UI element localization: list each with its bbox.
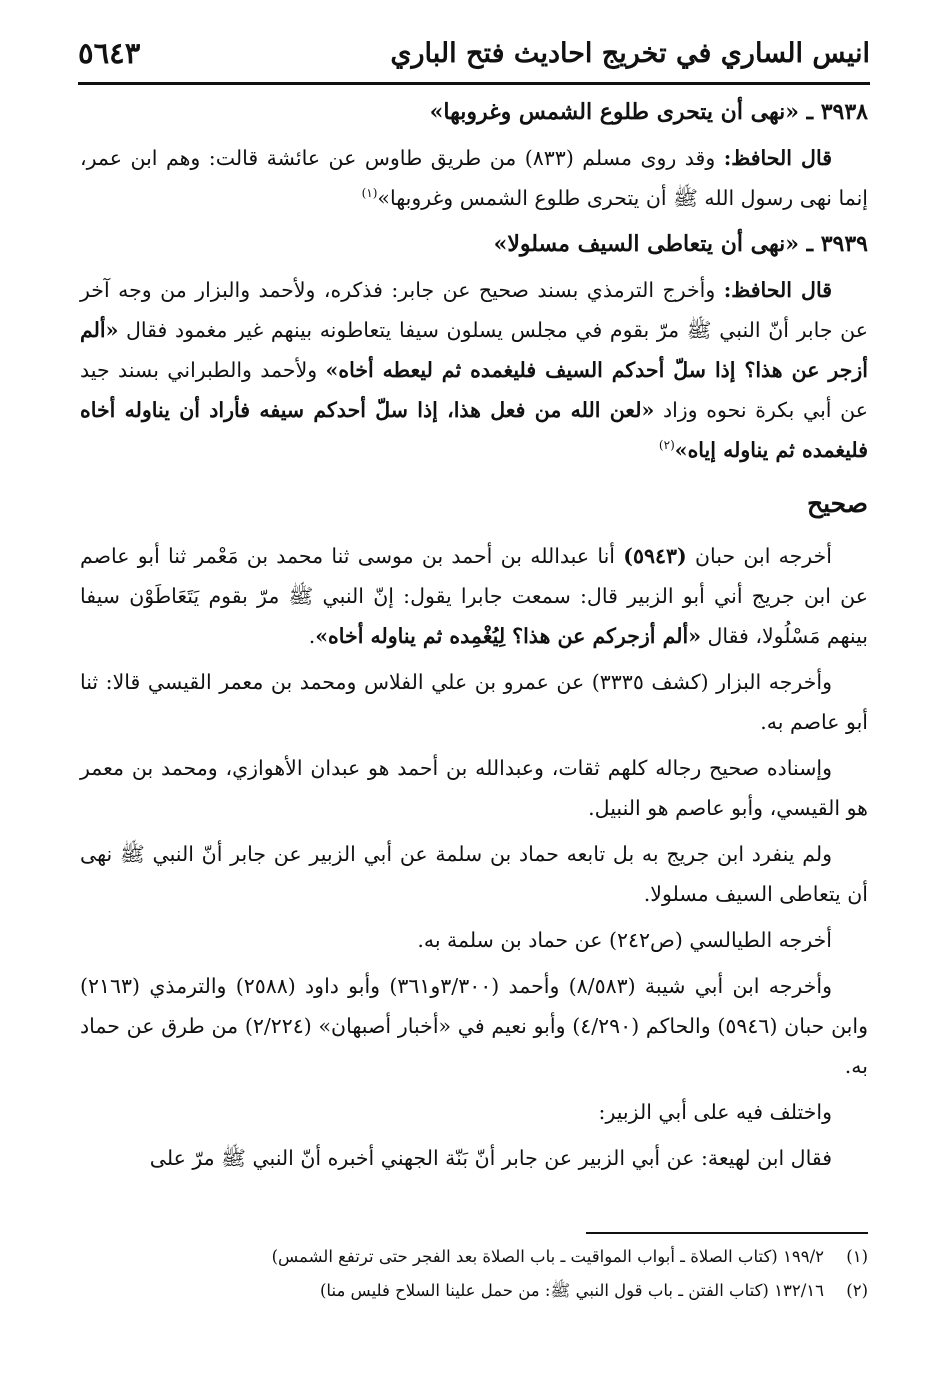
footnote-number: (١) [846, 1247, 868, 1266]
paragraph: واختلف فيه على أبي الزبير: [598, 1100, 832, 1124]
hadith-heading-3939: ٣٩٣٩ ـ «نهى أن يتعاطى السيف مسلولا» [493, 231, 868, 257]
speaker-label: قال الحافظ: [723, 146, 832, 170]
paragraph-text: أخرجه ابن حبان [686, 544, 832, 568]
footnote-1 [80, 1240, 868, 1274]
footnote-text: ١٩٩/٢ (كتاب الصلاة ـ أبواب المواقيت ـ باب الصلاة بعد الفجر حتى ترتفع الشمس) [271, 1247, 824, 1266]
main-text [80, 92, 868, 1184]
quoted-hadith: «ألم أزجر عن هذا؟ إذا سلّ أحدكم السيف فليغمده ثم ليعطه أخاه» [80, 318, 868, 382]
commentary-text: وأخرج الترمذي بسند صحيح عن جابر: فذكره، ولأحمد والبزار من وجه آخر عن جابر أنّ النبي ﷺ مرّ بقوم في مجلس يسلون سيفا يتعاطونه بينهم غير مغمود فقال [80, 278, 868, 342]
paragraph [80, 536, 868, 656]
paragraph: وأخرجه البزار (كشف ٣٣٣٥) عن عمرو بن علي الفلاس ومحمد بن معمر القيسي قالا: ثنا أبو عاصم به. [80, 670, 868, 734]
running-title: انيس الساري في تخريج احاديث فتح الباري [390, 38, 870, 69]
footnote-text: ١٣٢/١٦ (كتاب الفتن ـ باب قول النبي ﷺ: من حمل علينا السلاح فليس منا) [320, 1281, 824, 1300]
running-header [78, 30, 870, 85]
commentary-3939 [80, 270, 868, 470]
footnotes [80, 1240, 868, 1308]
page-number: ٥٦٤٣ [78, 36, 141, 70]
hadith-heading-3938: ٣٩٣٨ ـ «نهى أن يتحرى طلوع الشمس وغروبها» [429, 99, 868, 125]
paragraph: وإسناده صحيح رجاله كلهم ثقات، وعبدالله بن أحمد هو عبدان الأهوازي، ومحمد بن معمر هو القيسي، وأبو عاصم هو النبيل. [80, 756, 868, 820]
speaker-label: قال الحافظ: [723, 278, 832, 302]
quoted-hadith: «لعن الله من فعل هذا، إذا سلّ أحدكم سيفه فأراد أن يناوله أخاه فليغمده ثم يناوله إياه» [80, 398, 868, 462]
paragraph-text: أنا عبدالله بن أحمد بن موسى ثنا محمد بن مَعْمر ثنا أبو عاصم عن ابن جريج أني أبو الزبير قال: سمعت جابرا يقول: إنّ النبي ﷺ مرّ بقوم يَتَعَاطَوْن سيفا بينهم مَسْلُولا، فقال [80, 544, 868, 648]
commentary-text: ولأحمد والطبراني بسند جيد عن أبي بكرة نحوه وزاد [80, 358, 868, 422]
footnote-number: (٢) [846, 1281, 868, 1300]
footnote-marker-2[interactable]: (٢) [658, 438, 675, 453]
paragraph-text: . [308, 624, 316, 648]
paragraph: أخرجه الطيالسي (ص٢٤٢) عن حماد بن سلمة به. [417, 928, 832, 952]
paragraph: وأخرجه ابن أبي شيبة (٨/٥٨٣) وأحمد (٣/٣٠٠و٣٦١) وأبو داود (٢٥٨٨) والترمذي (٢١٦٣) وابن حبان (٥٩٤٦) والحاكم (٤/٢٩٠) وأبو نعيم في «أخبار أصبهان» (٢/٢٢٤) من طرق عن حماد به. [80, 974, 868, 1078]
footnote-divider [586, 1232, 868, 1234]
paragraph: ولم ينفرد ابن جريج به بل تابعه حماد بن سلمة عن أبي الزبير عن جابر أنّ النبي ﷺ نهى أن يتعاطى السيف مسلولا. [80, 842, 868, 906]
commentary-3938 [80, 138, 868, 218]
paragraph: فقال ابن لهيعة: عن أبي الزبير عن جابر أنّ بَنّة الجهني أخبره أنّ النبي ﷺ مرّ على [149, 1146, 832, 1170]
quoted-hadith: «ألم أزجركم عن هذا؟ لِيُغْمِده ثم يناوله أخاه» [315, 624, 702, 648]
reference-number: (٥٩٤٣) [623, 544, 687, 568]
footnote-marker-1[interactable]: (١) [361, 186, 378, 201]
section-title: صحيح [806, 489, 868, 518]
commentary-text: وقد روى مسلم (٨٣٣) من طريق طاوس عن عائشة قالت: وهم ابن عمر، إنما نهى رسول الله ﷺ أن يتحرى طلوع الشمس وغروبها» [80, 146, 868, 210]
footnote-2 [80, 1274, 868, 1308]
